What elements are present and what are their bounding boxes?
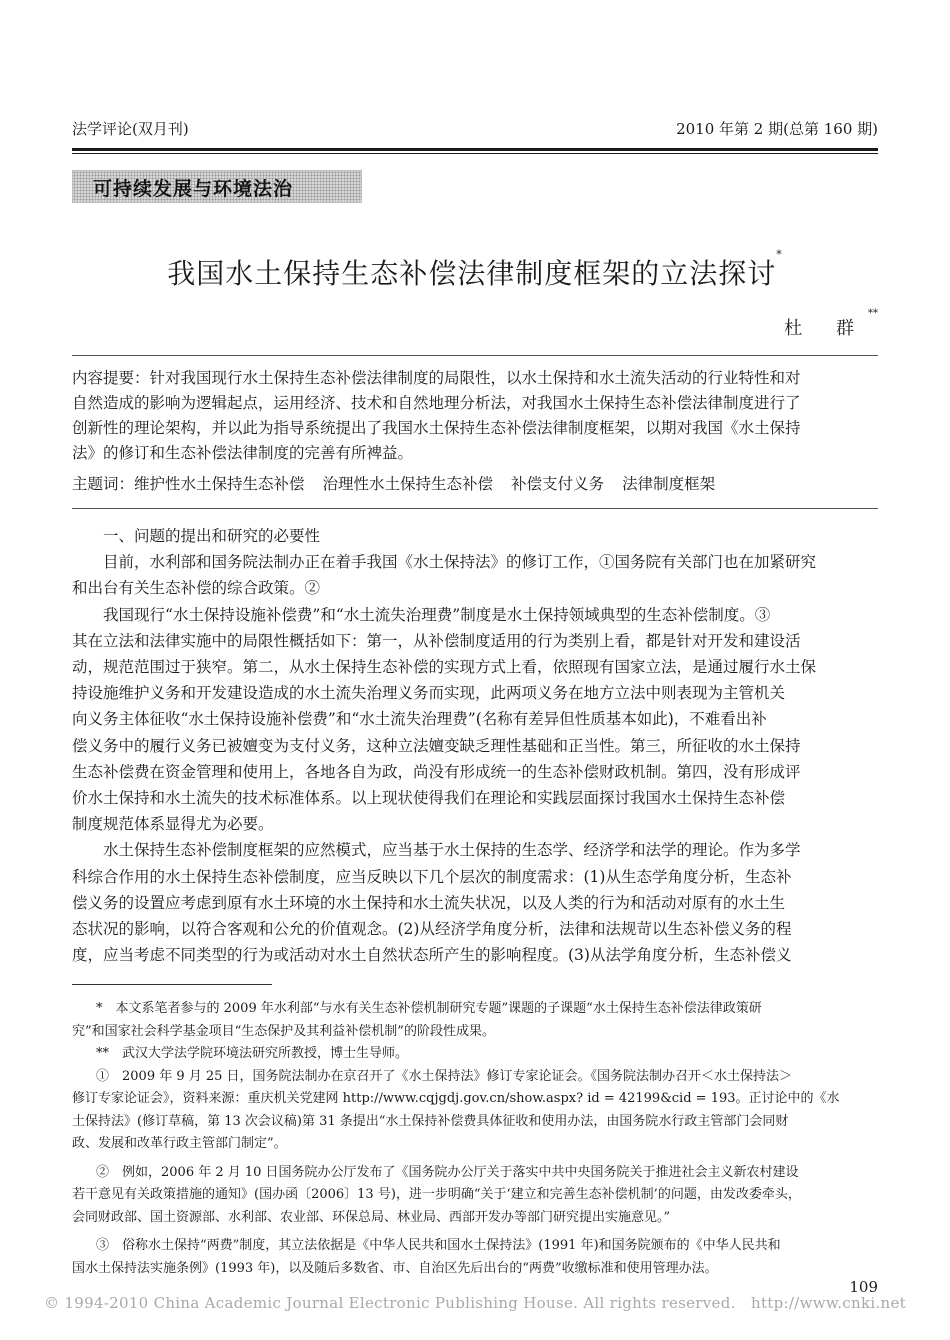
body-line: 目前，水利部和国务院法制办正在着手我国《水土保持法》的修订工作，①国务院有关部门也在加紧研究 [103, 553, 817, 572]
body-line: 制度规范体系显得尤为必要。 [72, 815, 274, 834]
keyword: 维护性水土保持生态补偿 [134, 475, 305, 493]
issue-info: 2010 年第 2 期(总第 160 期) [676, 120, 878, 138]
section-heading: 一、问题的提出和研究的必要性 [103, 527, 321, 545]
keyword: 补偿支付义务 [511, 475, 605, 493]
author-footnote-mark: ** [868, 308, 878, 319]
footnote-line: 若干意见有关政策措施的通知》(国办函〔2006〕13 号)，进一步明确“关于‘建立和完善生态补偿机制’的问题，由发改委牵头， [72, 1187, 801, 1202]
abstract-rule-top [72, 355, 878, 356]
footnote-line: ③ 俗称水土保持“两费”制度，其立法依据是《中华人民共和国水土保持法》(1991 年)和国务院颁布的《中华人民共和 [96, 1238, 781, 1253]
body-line: 偿义务的设置应考虑到原有水土环境的水土保持和水土流失状况，以及人类的行为和活动对原有的水土生 [72, 893, 786, 912]
body-line: 其在立法和法律实施中的局限性概括如下：第一，从补偿制度适用的行为类别上看，都是针对开发和建设活 [72, 631, 801, 650]
body-line: 向义务主体征收“水土保持设施补偿费”和“水土流失治理费”(名称有差异但性质基本如此)，不难看出补 [72, 710, 767, 729]
abstract [72, 366, 878, 466]
footnote-rule [72, 984, 272, 985]
copyright-watermark: © 1994-2010 China Academic Journal Electronic Publishing House. All rights reserved. http://www.cnki.net [44, 1294, 906, 1312]
keyword: 治理性水土保持生态补偿 [322, 475, 494, 493]
body-line: 和出台有关生态补偿的综合政策。② [72, 579, 321, 598]
body-text [72, 523, 878, 968]
header-rule-thick [72, 148, 878, 151]
body-line: 持设施维护义务和开发建设造成的水土流失治理义务而实现，此两项义务在地方立法中则表现为主管机关 [72, 684, 786, 703]
footnote-line: 政、发展和改革行政主管部门制定”。 [72, 1136, 287, 1151]
author [784, 308, 878, 340]
article-title-text: 我国水土保持生态补偿法律制度框架的立法探讨 [167, 257, 777, 290]
body-line: 科综合作用的水土保持生态补偿制度，应当反映以下几个层次的制度需求：(1)从生态学角度分析，生态补 [72, 867, 792, 886]
body-line: 水土保持生态补偿制度框架的应然模式，应当基于水土保持的生态学、经济学和法学的理论。作为多学 [103, 841, 801, 860]
abstract-line: 创新性的理论架构，并以此为指导系统提出了我国水土保持生态补偿法律制度框架，以期对我国《水土保持 [72, 419, 801, 437]
body-line: 我国现行“水土保持设施补偿费”和“水土流失治理费”制度是水土保持领域典型的生态补偿制度。③ [103, 605, 771, 624]
body-line: 态状况的影响，以符合客观和公允的价值观念。(2)从经济学角度分析，法律和法规苛以生态补偿义务的程 [72, 920, 792, 939]
header-rule-thin [72, 153, 878, 154]
title-footnote-mark: * [776, 248, 783, 261]
footnote-line: 会同财政部、国土资源部、水利部、农业部、环保总局、林业局、西部开发办等部门研究提出实施意见。” [72, 1209, 671, 1225]
keyword: 法律制度框架 [622, 475, 716, 493]
abstract-line: 内容提要：针对我国现行水土保持生态补偿法律制度的局限性，以水土保持和水土流失活动的行业特性和对 [72, 369, 801, 387]
page-number: 109 [849, 1278, 878, 1296]
footnote-line: 国水土保持法实施条例》(1993 年)，以及随后多数省、市、自治区先后出台的“两费”收缴标准和使用管理办法。 [72, 1260, 718, 1276]
body-line: 动，规范范围过于狭窄。第二，从水土保持生态补偿的实现方式上看，依照现有国家立法，是通过履行水土保 [72, 658, 817, 677]
footnote-line: 土保持法》(修订草稿，第 13 次会议稿)第 31 条提出“水土保持补偿费具体征收和使用办法，由国务院水行政主管部门会同财 [72, 1113, 789, 1129]
footnote-line: ① 2009 年 9 月 25 日，国务院法制办在京召开了《水土保持法》修订专家论证会。《国务院法制办召开＜水土保持法＞ [96, 1068, 793, 1084]
keywords [72, 472, 733, 494]
keywords-label: 主题词： [72, 475, 135, 493]
footnote-line: ** 武汉大学法学院环境法研究所教授，博士生导师。 [96, 1046, 409, 1061]
footnote-line: * 本文系笔者参与的 2009 年水利部“与水有关生态补偿机制研究专题”课题的子课题“水土保持生态补偿法律政策研 [96, 1001, 762, 1016]
footnotes [72, 998, 878, 1280]
section-title: 可持续发展与环境法治 [93, 178, 294, 200]
article-title [0, 248, 950, 292]
author-name: 杜 群 [784, 318, 868, 339]
footnote-line: ② 例如，2006 年 2 月 10 日国务院办公厅发布了《国务院办公厅关于落实中共中央国务院关于推进社会主义新农村建设 [96, 1164, 799, 1180]
abstract-line: 法》的修订和生态补偿法律制度的完善有所裨益。 [72, 444, 414, 462]
abstract-line: 自然造成的影响为逻辑起点，运用经济、技术和自然地理分析法，对我国水土保持生态补偿法律制度进行了 [72, 394, 801, 412]
abstract-rule-bottom [72, 508, 878, 509]
body-line: 偿义务中的履行义务已被嬗变为支付义务，这种立法嬗变缺乏理性基础和正当性。第三，所征收的水土保持 [72, 736, 801, 755]
journal-name: 法学评论(双月刊) [72, 120, 189, 138]
section-banner [72, 170, 362, 203]
body-line: 生态补偿费在资金管理和使用上，各地各自为政，尚没有形成统一的生态补偿财政机制。第四，没有形成评 [72, 762, 801, 781]
body-line: 价水土保持和水土流失的技术标准体系。以上现状使得我们在理论和实践层面探讨我国水土保持生态补偿 [72, 789, 786, 808]
footnote-line: 修订专家论证会》，资料来源：重庆机关党建网 http://www.cqjgdj.gov.cn/show.aspx? id = 42199&cid = 193。正讨论中的《水 [72, 1091, 840, 1106]
footnote-line: 究”和国家社会科学基金项目“生态保护及其利益补偿机制”的阶段性成果。 [72, 1023, 495, 1039]
body-line: 度，应当考虑不同类型的行为或活动对水土自然状态所产生的影响程度。(3)从法学角度分析，生态补偿义 [72, 946, 792, 965]
